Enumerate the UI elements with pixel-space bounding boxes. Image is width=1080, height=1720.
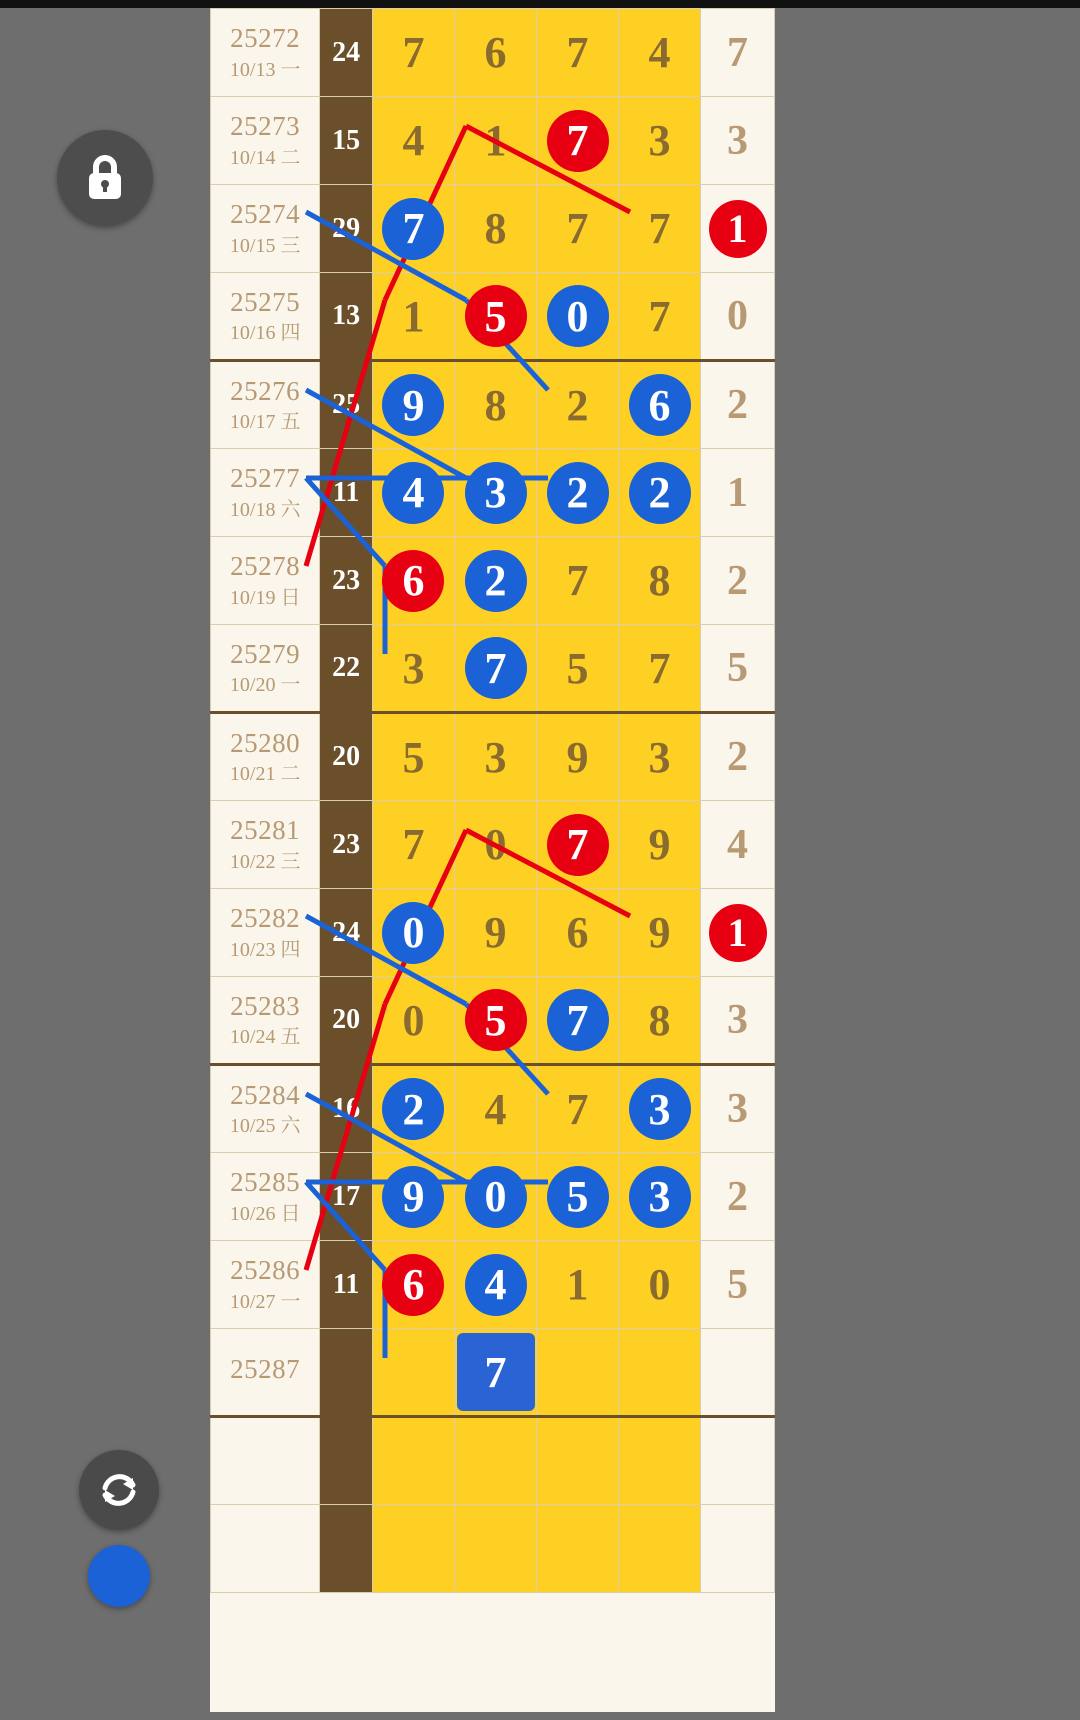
- issue-number: 25274: [230, 199, 301, 230]
- digit-cell[interactable]: [455, 1329, 537, 1417]
- sum-cell: 24: [320, 889, 373, 977]
- digit-cell[interactable]: [455, 1417, 537, 1505]
- tail-value: 5: [727, 645, 749, 691]
- issue-cell: [211, 1241, 320, 1329]
- marked-number-blue: 7: [465, 637, 527, 699]
- digit-value: 7: [402, 28, 425, 77]
- sum-cell: 24: [320, 9, 373, 97]
- marked-number-blue: 2: [465, 550, 527, 612]
- digit-cell[interactable]: [537, 361, 619, 449]
- digit-cell[interactable]: [619, 97, 701, 185]
- top-status-bar: [0, 0, 1080, 8]
- marked-number-red: 5: [465, 285, 527, 347]
- digit-value: 7: [402, 820, 425, 869]
- tail-cell[interactable]: [701, 449, 775, 537]
- digit-cell[interactable]: [619, 1241, 701, 1329]
- issue-date: 10/20 一: [229, 674, 301, 697]
- issue-cell: [211, 9, 320, 97]
- digit-cell[interactable]: [619, 449, 701, 537]
- digit-value: 6: [484, 28, 507, 77]
- digit-cell[interactable]: [455, 889, 537, 977]
- marked-number-blue: 4: [465, 1254, 527, 1316]
- marked-number-blue: 2: [547, 462, 609, 524]
- digit-cell[interactable]: [372, 273, 454, 361]
- digit-cell[interactable]: [619, 889, 701, 977]
- digit-value: 7: [648, 204, 671, 253]
- tail-value: 0: [727, 293, 749, 339]
- table-row[interactable]: [211, 977, 775, 1065]
- table-row[interactable]: [211, 713, 775, 801]
- digit-cell[interactable]: [537, 1505, 619, 1593]
- digit-value: 9: [566, 732, 589, 782]
- digit-value: 0: [402, 995, 425, 1045]
- sum-cell: 15: [320, 97, 373, 185]
- issue-date: 10/25 六: [229, 1115, 301, 1138]
- tail-value: 3: [727, 117, 749, 164]
- table-row[interactable]: [211, 97, 775, 185]
- digit-cell[interactable]: [372, 713, 454, 801]
- digit-cell[interactable]: [455, 1241, 537, 1329]
- tail-cell[interactable]: [701, 625, 775, 713]
- digit-cell[interactable]: [455, 713, 537, 801]
- issue-number: 25285: [230, 1167, 301, 1198]
- digit-value: 9: [484, 908, 507, 957]
- digit-value: 8: [648, 556, 671, 605]
- marked-number-blue: 3: [629, 1078, 691, 1140]
- marked-number-red: 1: [709, 200, 767, 258]
- issue-cell: [211, 977, 320, 1065]
- digit-cell[interactable]: [372, 1241, 454, 1329]
- digit-cell[interactable]: [372, 889, 454, 977]
- digit-cell[interactable]: [455, 1065, 537, 1153]
- digit-cell[interactable]: [537, 185, 619, 273]
- digit-cell[interactable]: [619, 361, 701, 449]
- tail-cell[interactable]: [701, 1505, 775, 1593]
- selected-number-box: 7: [457, 1333, 535, 1411]
- digit-value: 6: [566, 908, 589, 957]
- digit-cell[interactable]: [537, 1417, 619, 1505]
- marked-number-blue: 0: [382, 902, 444, 964]
- digit-cell[interactable]: [619, 1329, 701, 1417]
- table-row[interactable]: [211, 801, 775, 889]
- digit-cell[interactable]: [372, 1065, 454, 1153]
- digit-cell[interactable]: [372, 9, 454, 97]
- digit-cell[interactable]: [372, 449, 454, 537]
- tail-cell[interactable]: [701, 185, 775, 273]
- digit-cell[interactable]: [455, 273, 537, 361]
- issue-cell: [211, 97, 320, 185]
- sum-cell: 11: [320, 449, 373, 537]
- sum-cell: 29: [320, 185, 373, 273]
- issue-number: 25277: [230, 463, 301, 494]
- digit-value: 3: [402, 643, 425, 693]
- digit-cell[interactable]: [619, 625, 701, 713]
- issue-date: 10/23 四: [229, 938, 301, 961]
- issue-number: 25284: [230, 1079, 301, 1110]
- issue-cell: [211, 801, 320, 889]
- table-row[interactable]: [211, 1329, 775, 1417]
- digit-value: 9: [648, 820, 671, 869]
- table-row[interactable]: [211, 361, 775, 449]
- digit-value: 1: [402, 291, 425, 341]
- issue-number: 25286: [230, 1255, 301, 1286]
- digit-value: 5: [566, 643, 589, 693]
- tail-cell[interactable]: [701, 273, 775, 361]
- digit-cell[interactable]: [455, 449, 537, 537]
- digit-value: 7: [648, 291, 671, 341]
- sum-cell: 17: [320, 1153, 373, 1241]
- issue-number: 25275: [230, 286, 301, 317]
- table-row[interactable]: [211, 1417, 775, 1505]
- refresh-icon: [95, 1466, 143, 1514]
- trend-grid: [210, 8, 775, 1593]
- issue-date: 10/21 二: [229, 763, 301, 786]
- sum-cell: 11: [320, 1241, 373, 1329]
- issue-cell: [211, 1329, 320, 1417]
- issue-cell: [211, 537, 320, 625]
- digit-cell[interactable]: [537, 625, 619, 713]
- tail-cell[interactable]: [701, 361, 775, 449]
- issue-number: 25272: [230, 23, 301, 54]
- lock-icon: [83, 153, 127, 203]
- digit-cell[interactable]: [537, 273, 619, 361]
- digit-cell[interactable]: [619, 9, 701, 97]
- digit-cell[interactable]: [537, 449, 619, 537]
- tail-cell[interactable]: [701, 889, 775, 977]
- tail-value: 3: [727, 997, 749, 1043]
- tail-value: 2: [727, 557, 749, 604]
- digit-cell[interactable]: [455, 9, 537, 97]
- refresh-button[interactable]: [79, 1450, 159, 1530]
- issue-number: 25278: [230, 551, 301, 582]
- issue-cell: [211, 713, 320, 801]
- digit-value: 9: [648, 908, 671, 957]
- digit-cell[interactable]: [455, 801, 537, 889]
- marked-number-blue: 6: [629, 374, 691, 436]
- tail-value: 2: [727, 382, 749, 428]
- digit-value: 7: [566, 204, 589, 253]
- digit-cell[interactable]: [619, 537, 701, 625]
- digit-cell[interactable]: [619, 1505, 701, 1593]
- tail-cell[interactable]: [701, 1065, 775, 1153]
- sum-cell: 13: [320, 273, 373, 361]
- marked-number-blue: 2: [382, 1078, 444, 1140]
- digit-value: 0: [648, 1260, 671, 1309]
- digit-cell[interactable]: [537, 1241, 619, 1329]
- digit-cell[interactable]: [619, 273, 701, 361]
- digit-cell[interactable]: [537, 889, 619, 977]
- issue-date: 10/19 日: [229, 586, 301, 609]
- tail-cell[interactable]: [701, 713, 775, 801]
- table-row[interactable]: [211, 1153, 775, 1241]
- table-row[interactable]: [211, 185, 775, 273]
- table-row[interactable]: [211, 9, 775, 97]
- issue-date: 10/18 六: [229, 498, 301, 521]
- marked-number-blue: 2: [629, 462, 691, 524]
- table-row[interactable]: [211, 889, 775, 977]
- issue-date: 10/22 三: [229, 850, 301, 873]
- digit-cell[interactable]: [619, 977, 701, 1065]
- digit-cell[interactable]: [455, 185, 537, 273]
- marked-number-blue: 4: [382, 462, 444, 524]
- issue-cell: [211, 1065, 320, 1153]
- digit-cell[interactable]: [372, 1505, 454, 1593]
- issue-cell: [211, 449, 320, 537]
- digit-cell[interactable]: [372, 1417, 454, 1505]
- digit-value: 1: [484, 116, 507, 165]
- tail-cell[interactable]: [701, 1153, 775, 1241]
- tail-value: 4: [727, 821, 749, 868]
- sum-cell: [320, 1505, 373, 1593]
- issue-number: 25276: [230, 375, 301, 406]
- marked-number-blue: 7: [382, 198, 444, 260]
- issue-date: 10/24 五: [229, 1026, 301, 1049]
- digit-value: 7: [566, 556, 589, 605]
- digit-cell[interactable]: [372, 361, 454, 449]
- digit-value: 4: [648, 28, 671, 77]
- issue-cell: [211, 1505, 320, 1593]
- digit-cell[interactable]: [455, 977, 537, 1065]
- digit-value: 8: [648, 995, 671, 1045]
- tail-cell[interactable]: [701, 977, 775, 1065]
- digit-cell[interactable]: [537, 801, 619, 889]
- digit-cell[interactable]: [455, 361, 537, 449]
- issue-date: 10/15 三: [229, 234, 301, 257]
- marked-number-blue: 0: [465, 1166, 527, 1228]
- issue-cell: [211, 625, 320, 713]
- sum-cell: [320, 1329, 373, 1417]
- sum-cell: 22: [320, 625, 373, 713]
- digit-value: 2: [566, 380, 589, 430]
- issue-number: 25282: [230, 903, 301, 934]
- blue-action-button[interactable]: [88, 1545, 150, 1607]
- issue-cell: [211, 1153, 320, 1241]
- table-row[interactable]: [211, 1505, 775, 1593]
- digit-cell[interactable]: [372, 1329, 454, 1417]
- table-row[interactable]: [211, 1065, 775, 1153]
- digit-cell[interactable]: [455, 625, 537, 713]
- issue-date: 10/17 五: [229, 411, 301, 434]
- digit-cell[interactable]: [372, 801, 454, 889]
- digit-value: 4: [402, 116, 425, 165]
- digit-value: 3: [484, 732, 507, 782]
- digit-cell[interactable]: [455, 1153, 537, 1241]
- marked-number-blue: 0: [547, 285, 609, 347]
- left-gutter: [0, 8, 56, 1712]
- tail-cell[interactable]: [701, 537, 775, 625]
- issue-cell: [211, 1417, 320, 1505]
- marked-number-red: 1: [709, 904, 767, 962]
- marked-number-red: 5: [465, 989, 527, 1051]
- digit-cell[interactable]: [619, 1153, 701, 1241]
- sum-cell: 25: [320, 361, 373, 449]
- digit-value: 0: [484, 820, 507, 869]
- marked-number-blue: 9: [382, 374, 444, 436]
- tail-value: 3: [727, 1086, 749, 1132]
- tail-cell[interactable]: [701, 97, 775, 185]
- digit-cell[interactable]: [372, 185, 454, 273]
- tail-value: 2: [727, 734, 749, 780]
- tail-value: 7: [727, 29, 749, 76]
- sum-cell: 20: [320, 977, 373, 1065]
- digit-cell[interactable]: [372, 537, 454, 625]
- digit-cell[interactable]: [537, 1329, 619, 1417]
- issue-number: 25279: [230, 638, 301, 669]
- digit-value: 8: [484, 380, 507, 430]
- marked-number-blue: 3: [629, 1166, 691, 1228]
- issue-number: 25280: [230, 727, 301, 758]
- digit-cell[interactable]: [537, 713, 619, 801]
- digit-cell[interactable]: [619, 185, 701, 273]
- digit-value: 4: [484, 1084, 507, 1134]
- digit-value: 7: [566, 1084, 589, 1134]
- table-row[interactable]: [211, 273, 775, 361]
- sum-cell: 16: [320, 1065, 373, 1153]
- table-row[interactable]: [211, 1241, 775, 1329]
- lottery-trend-table[interactable]: [210, 8, 775, 1712]
- table-row[interactable]: [211, 625, 775, 713]
- digit-cell[interactable]: [537, 537, 619, 625]
- marked-number-blue: 5: [547, 1166, 609, 1228]
- marked-number-blue: 7: [547, 989, 609, 1051]
- digit-cell[interactable]: [537, 1065, 619, 1153]
- digit-cell[interactable]: [455, 97, 537, 185]
- digit-value: 3: [648, 116, 671, 165]
- issue-date: 10/14 二: [229, 146, 301, 169]
- digit-cell[interactable]: [372, 1153, 454, 1241]
- marked-number-red: 7: [547, 110, 609, 172]
- lock-button[interactable]: [57, 130, 153, 226]
- marked-number-red: 6: [382, 550, 444, 612]
- marked-number-red: 6: [382, 1254, 444, 1316]
- sum-cell: 23: [320, 801, 373, 889]
- marked-number-red: 7: [547, 814, 609, 876]
- digit-value: 5: [402, 732, 425, 782]
- tail-value: 2: [727, 1173, 749, 1220]
- table-row[interactable]: [211, 449, 775, 537]
- issue-cell: [211, 273, 320, 361]
- digit-cell[interactable]: [372, 977, 454, 1065]
- tail-cell[interactable]: [701, 1329, 775, 1417]
- issue-number: 25273: [230, 111, 301, 142]
- digit-cell[interactable]: [372, 97, 454, 185]
- digit-value: 1: [566, 1260, 589, 1309]
- digit-cell[interactable]: [537, 977, 619, 1065]
- table-row[interactable]: [211, 537, 775, 625]
- issue-number: 25287: [230, 1354, 301, 1385]
- digit-cell[interactable]: [455, 537, 537, 625]
- issue-number: 25281: [230, 815, 301, 846]
- tail-value: 1: [727, 469, 749, 516]
- digit-cell[interactable]: [619, 713, 701, 801]
- marked-number-blue: 9: [382, 1166, 444, 1228]
- digit-value: 8: [484, 204, 507, 253]
- tail-value: 5: [727, 1261, 749, 1308]
- issue-cell: [211, 185, 320, 273]
- issue-date: 10/13 一: [229, 58, 301, 81]
- sum-cell: 20: [320, 713, 373, 801]
- issue-number: 25283: [230, 990, 301, 1021]
- marked-number-blue: 3: [465, 462, 527, 524]
- issue-cell: [211, 889, 320, 977]
- issue-date: 10/27 一: [229, 1290, 301, 1313]
- digit-cell[interactable]: [619, 1065, 701, 1153]
- issue-date: 10/16 四: [229, 322, 301, 345]
- tail-cell[interactable]: [701, 801, 775, 889]
- sum-cell: [320, 1417, 373, 1505]
- issue-cell: [211, 361, 320, 449]
- issue-date: 10/26 日: [229, 1202, 301, 1225]
- right-gutter: [775, 8, 1080, 1712]
- digit-cell[interactable]: [372, 625, 454, 713]
- digit-cell[interactable]: [455, 1505, 537, 1593]
- digit-cell[interactable]: [537, 1153, 619, 1241]
- digit-value: 7: [566, 28, 589, 77]
- digit-cell[interactable]: [537, 9, 619, 97]
- sum-cell: 23: [320, 537, 373, 625]
- digit-value: 7: [648, 643, 671, 693]
- digit-cell[interactable]: [619, 1417, 701, 1505]
- tail-cell[interactable]: [701, 1241, 775, 1329]
- digit-cell[interactable]: [619, 801, 701, 889]
- digit-cell[interactable]: [537, 97, 619, 185]
- tail-cell[interactable]: [701, 1417, 775, 1505]
- digit-value: 3: [648, 732, 671, 782]
- tail-cell[interactable]: [701, 9, 775, 97]
